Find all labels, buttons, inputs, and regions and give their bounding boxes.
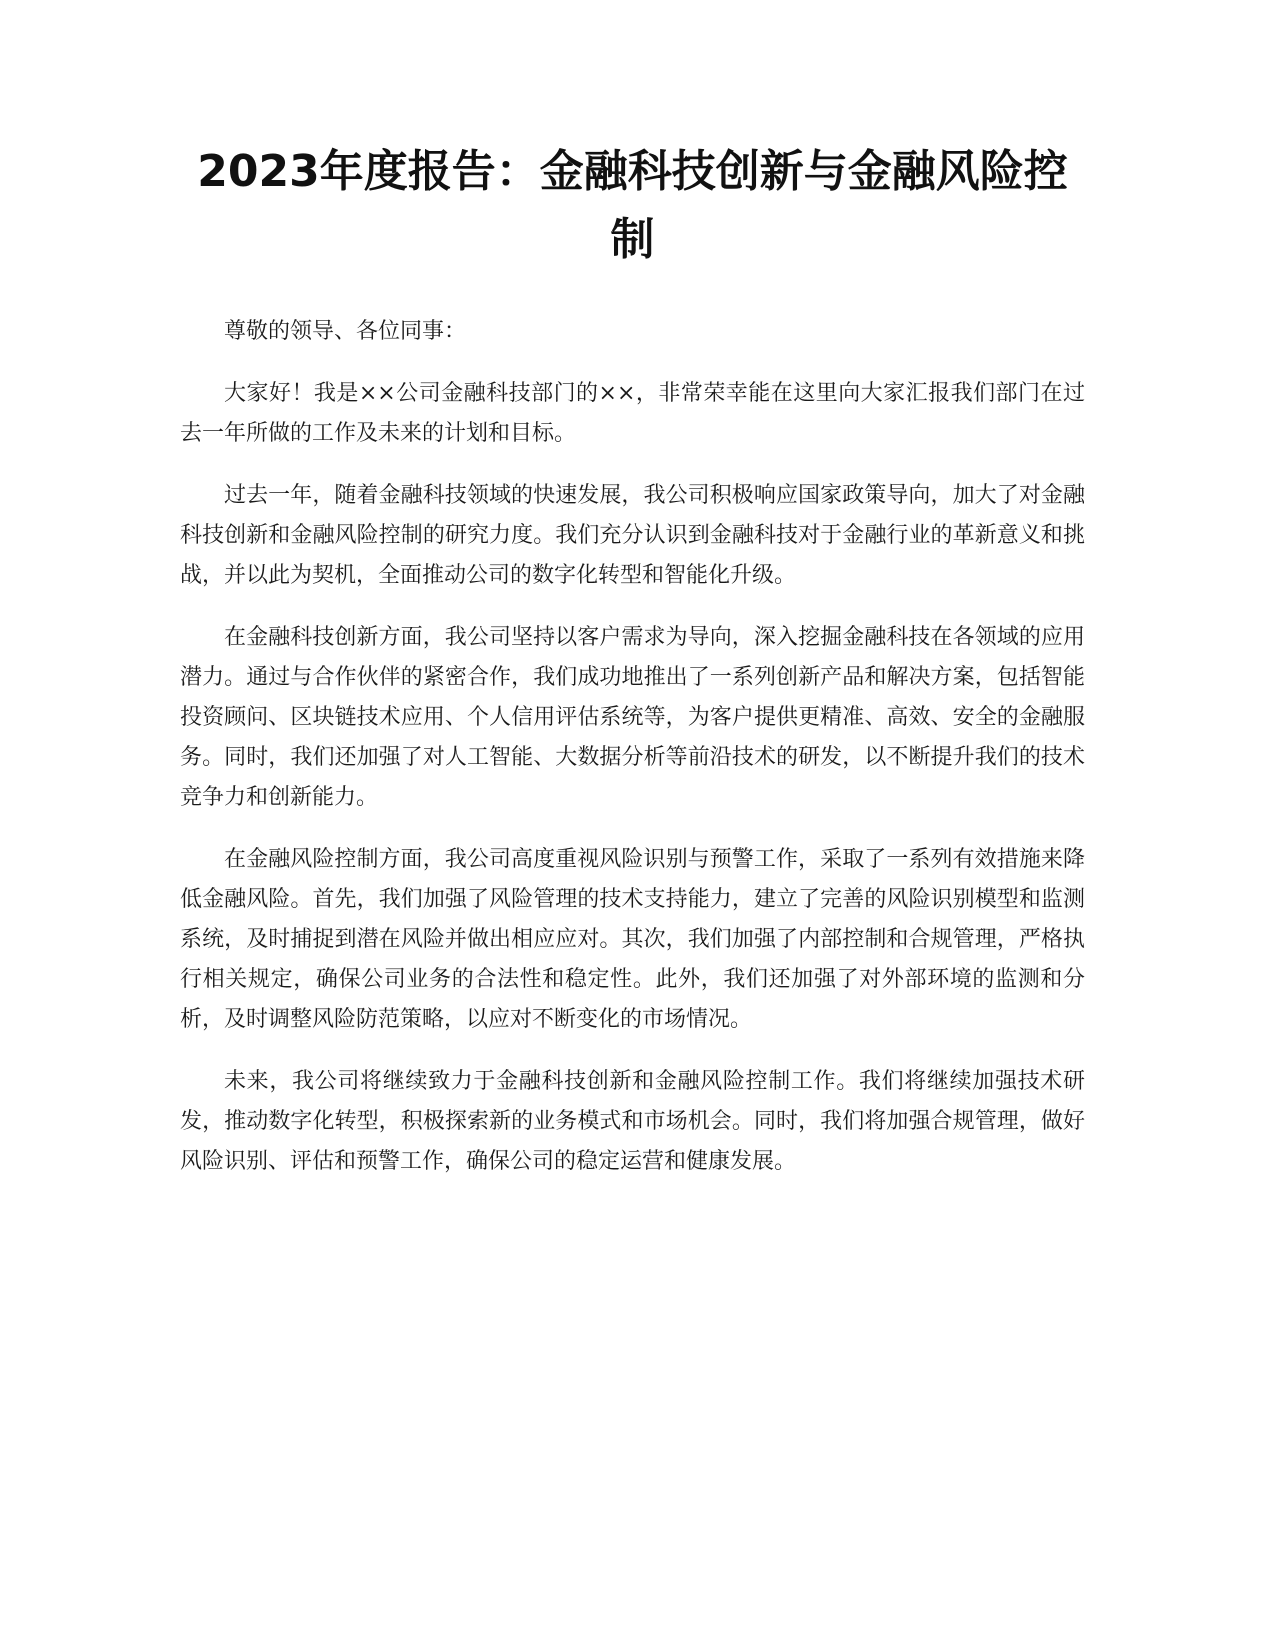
paragraph-greeting: 大家好！我是××公司金融科技部门的××，非常荣幸能在这里向大家汇报我们部门在过去一年所做的工作及未来的计划和目标。 [180, 381, 1085, 446]
paragraph-future: 未来，我公司将继续致力于金融科技创新和金融风险控制工作。我们将继续加强技术研发，推动数字化转型，积极探索新的业务模式和市场机会。同时，我们将加强合规管理，做好风险识别、评估和预警工作，确保公司的稳定运营和健康发展。 [180, 1069, 1085, 1174]
salutation: 尊敬的领导、各位同事： [224, 319, 467, 344]
document-title: 2023年度报告：金融科技创新与金融风险控制 [197, 146, 1068, 265]
document-body [180, 312, 1085, 1204]
paragraph-innovation: 在金融科技创新方面，我公司坚持以客户需求为导向，深入挖掘金融科技在各领域的应用潜力。通过与合作伙伴的紧密合作，我们成功地推出了一系列创新产品和解决方案，包括智能投资顾问、区块链技术应用、个人信用评估系统等，为客户提供更精准、高效、安全的金融服务。同时，我们还加强了对人工智能、大数据分析等前沿技术的研发，以不断提升我们的技术竞争力和创新能力。 [180, 625, 1085, 810]
paragraph-risk-control: 在金融风险控制方面，我公司高度重视风险识别与预警工作，采取了一系列有效措施来降低金融风险。首先，我们加强了风险管理的技术支持能力，建立了完善的风险识别模型和监测系统，及时捕捉到潜在风险并做出相应应对。其次，我们加强了内部控制和合规管理，严格执行相关规定，确保公司业务的合法性和稳定性。此外，我们还加强了对外部环境的监测和分析，及时调整风险防范策略，以应对不断变化的市场情况。 [180, 847, 1085, 1032]
paragraph-review: 过去一年，随着金融科技领域的快速发展，我公司积极响应国家政策导向，加大了对金融科技创新和金融风险控制的研究力度。我们充分认识到金融科技对于金融行业的革新意义和挑战，并以此为契机，全面推动公司的数字化转型和智能化升级。 [180, 483, 1085, 588]
